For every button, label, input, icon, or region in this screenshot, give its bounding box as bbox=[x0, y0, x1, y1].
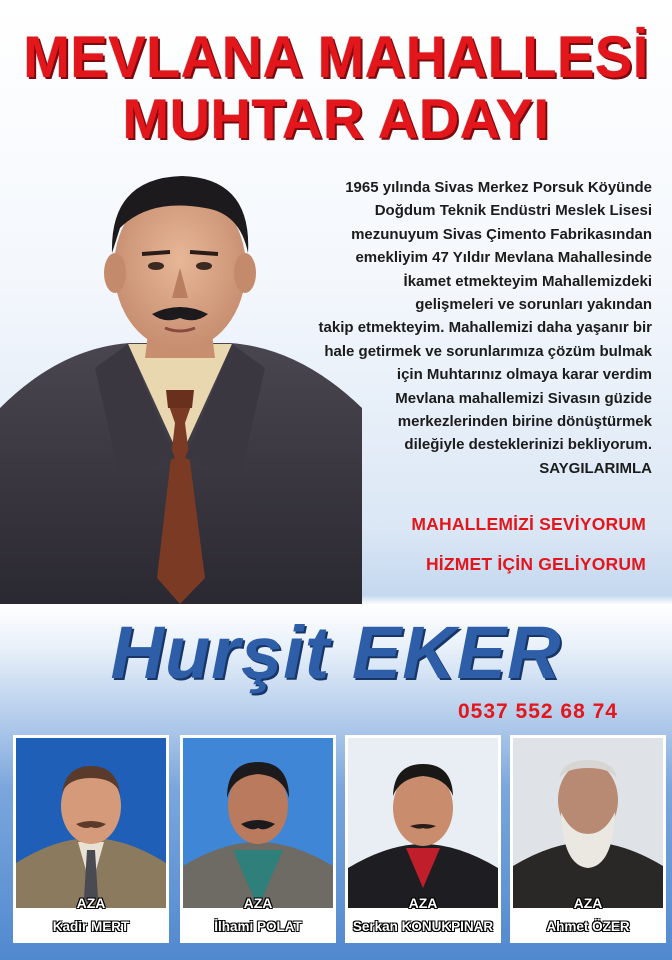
member-name: Kadir MERT bbox=[52, 919, 130, 934]
member-role: AZA bbox=[573, 895, 603, 911]
member-card bbox=[13, 735, 169, 943]
member-photo bbox=[348, 738, 498, 908]
bio-line: emekliyim 47 Yıldır Mevlana Mahallesinde bbox=[355, 249, 652, 267]
bio-line: Doğdum Teknik Endüstri Meslek Lisesi bbox=[374, 202, 652, 220]
bio-signoff: SAYGILARIMLA bbox=[539, 459, 652, 477]
bio-line: İkamet etmekteyim Mahallemizdeki bbox=[403, 272, 652, 290]
member-card bbox=[180, 735, 336, 943]
candidate-biography bbox=[232, 176, 652, 480]
bio-line: için Muhtarınız olmaya karar verdim bbox=[396, 366, 652, 384]
member-role: AZA bbox=[243, 895, 273, 911]
bio-line: 1965 yılında Sivas Merkez Porsuk Köyünde bbox=[345, 179, 652, 196]
member-card bbox=[345, 735, 501, 943]
council-members bbox=[0, 735, 672, 960]
member-card bbox=[510, 735, 666, 943]
member-role: AZA bbox=[76, 895, 106, 911]
poster-title-line2: MUHTAR ADAYI bbox=[122, 87, 550, 150]
member-name: Ahmet ÖZER bbox=[546, 919, 630, 934]
bio-line: Mevlana mahallemizi Sivasın güzide bbox=[395, 389, 652, 407]
member-photo bbox=[16, 738, 166, 908]
member-role: AZA bbox=[408, 895, 438, 911]
bio-line: mezunuyum Sivas Çimento Fabrikasından bbox=[351, 225, 652, 243]
poster-title-line1: MEVLANA MAHALLESİ bbox=[23, 23, 649, 90]
member-photo bbox=[513, 738, 663, 908]
member-photo bbox=[183, 738, 333, 908]
candidate-name: Hurşit EKER bbox=[110, 611, 562, 694]
member-name: İlhami POLAT bbox=[214, 919, 302, 934]
slogan-line2: HİZMET İÇİN GELİYORUM bbox=[425, 554, 646, 574]
bio-line: gelişmeleri ve sorunları yakından bbox=[415, 296, 652, 314]
member-name: Serkan KONUKPINAR bbox=[352, 919, 494, 934]
bio-line: merkezlerinden birine dönüştürmek bbox=[397, 413, 652, 431]
bio-line: takip etmekteyim. Mahallemizi daha yaşanır bir bbox=[318, 319, 652, 337]
bio-line: dileğiyle desteklerinizi bekliyorum. bbox=[404, 436, 652, 454]
slogan-line1: MAHALLEMİZİ SEVİYORUM bbox=[411, 514, 646, 534]
bio-line: hale getirmek ve sorunlarımıza çözüm bulmak bbox=[324, 342, 652, 360]
candidate-phone: 0537 552 68 74 bbox=[458, 700, 618, 723]
